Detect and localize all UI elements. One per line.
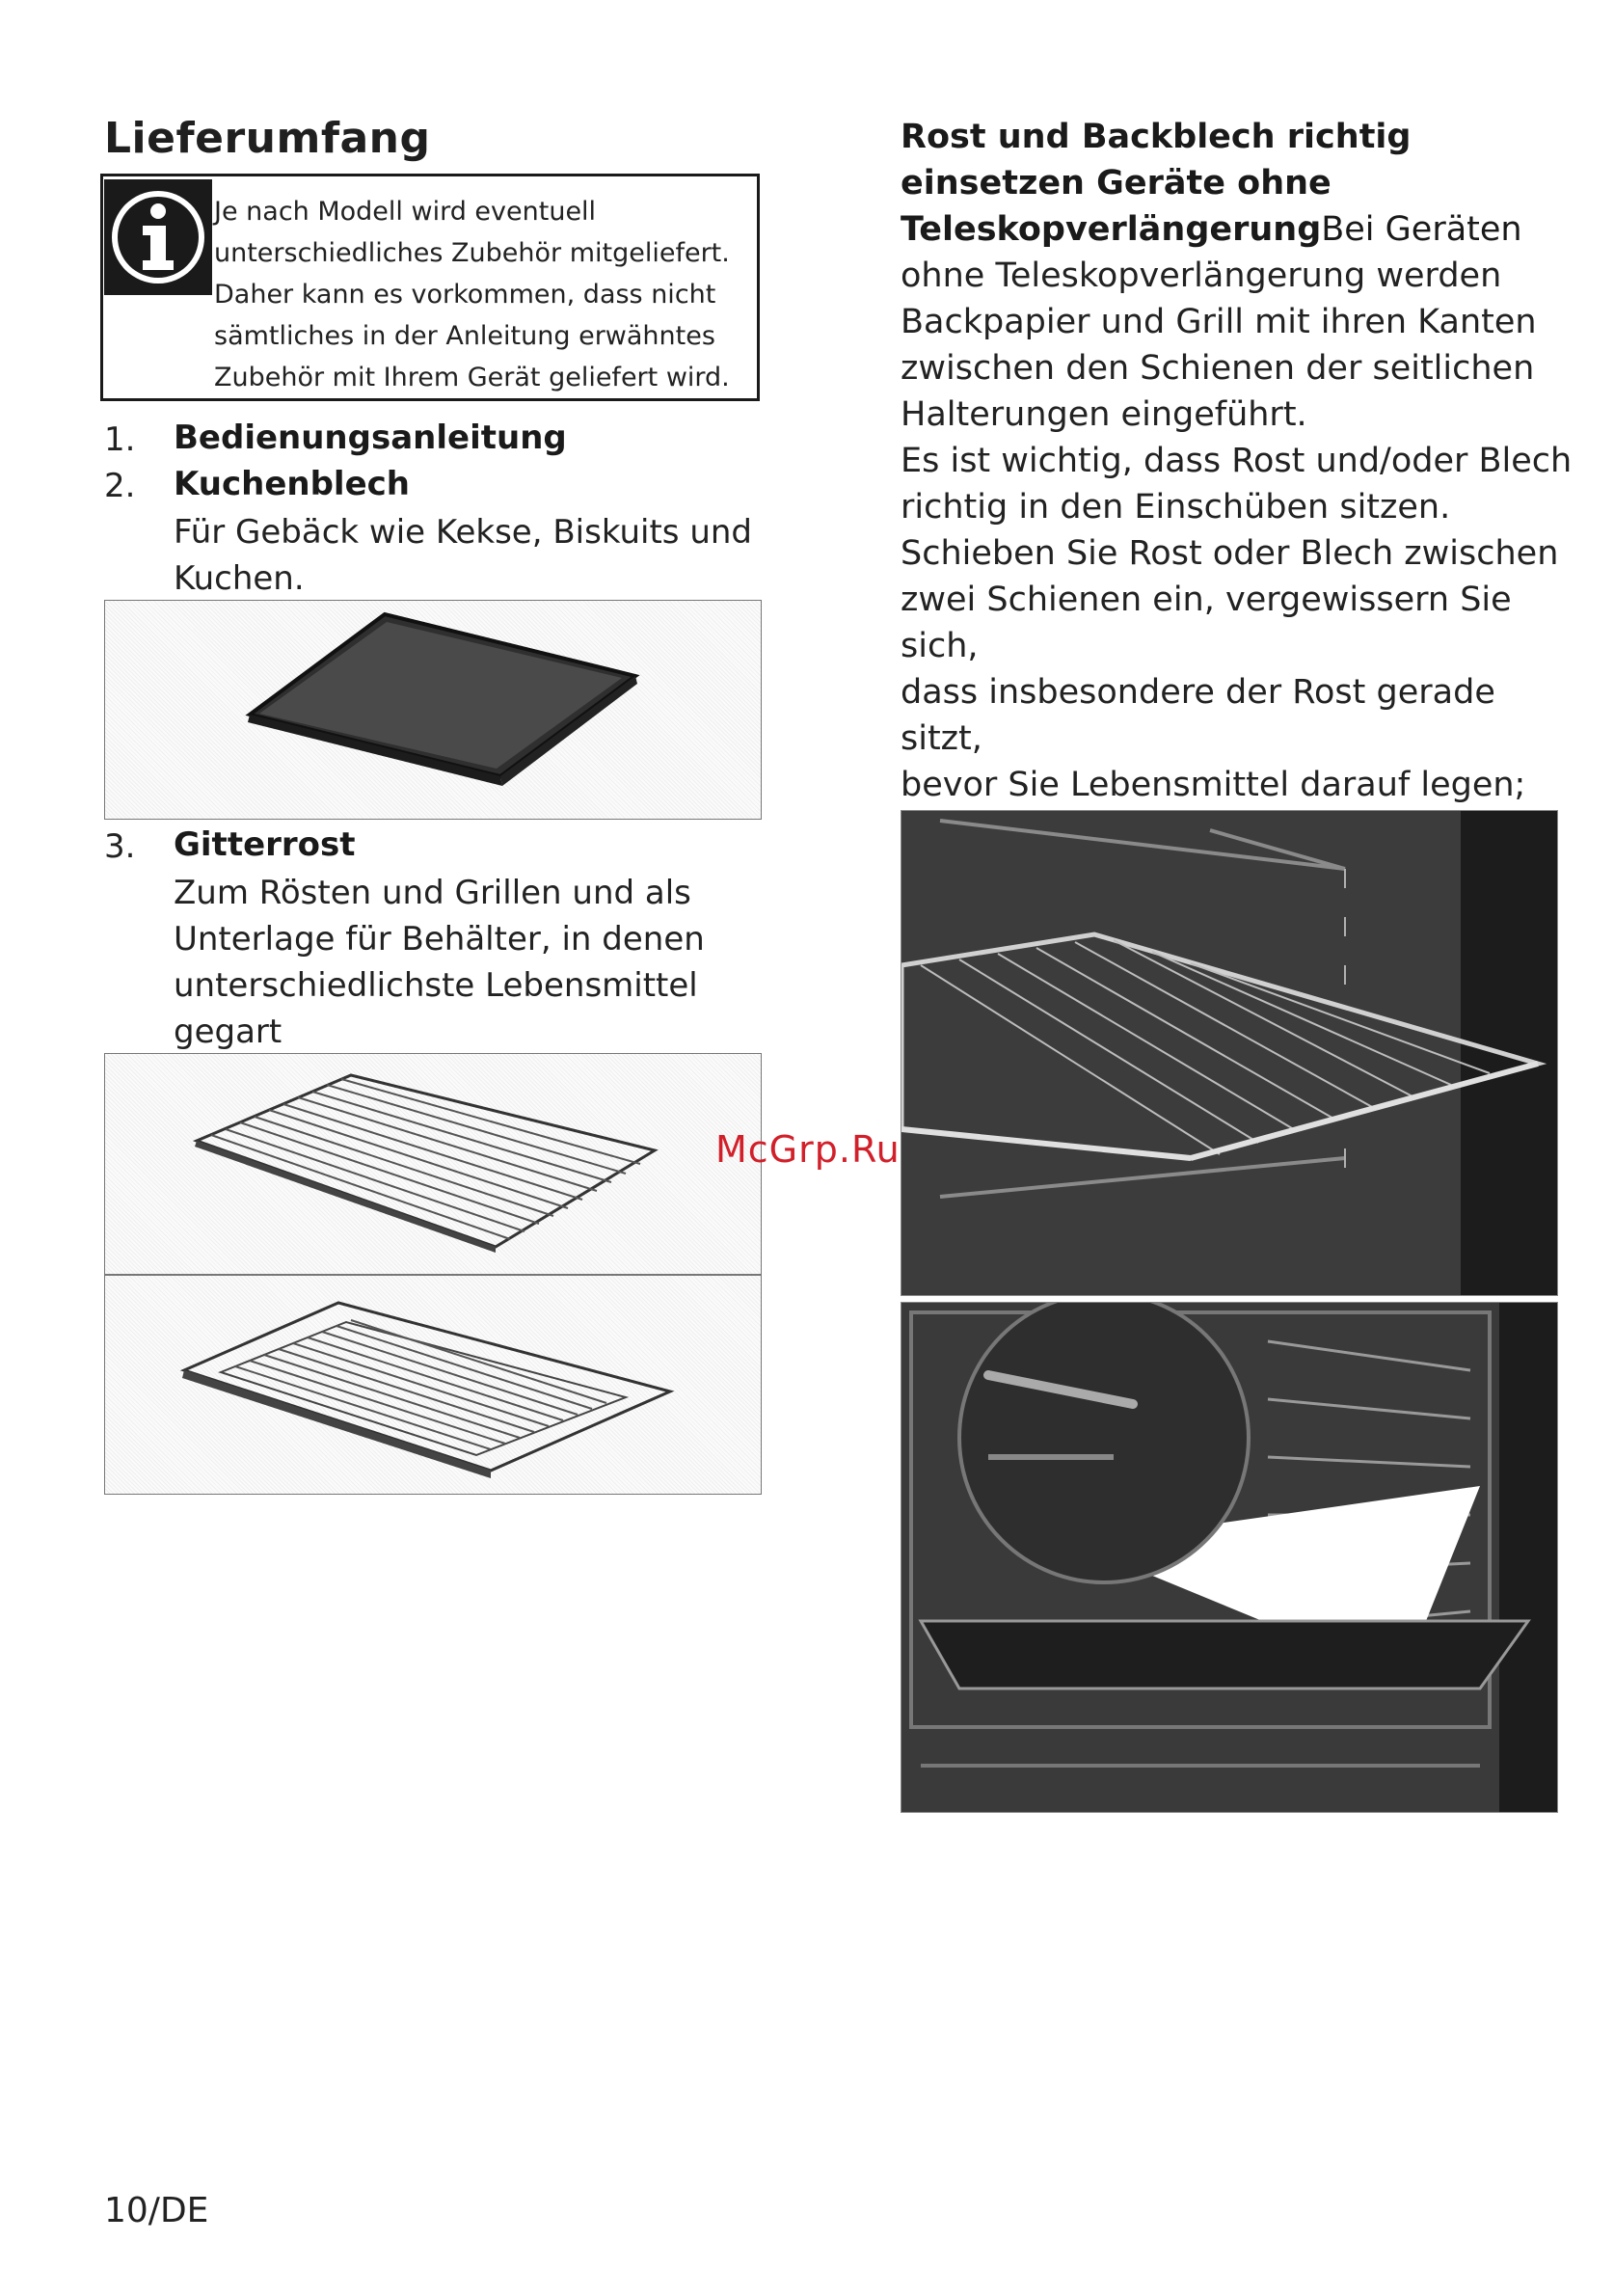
oven-tray-photo <box>901 1302 1558 1813</box>
watermark: McGrp.Ru <box>715 1128 901 1171</box>
right-heading <box>901 114 1575 253</box>
list-item-title: Kuchenblech <box>174 465 410 503</box>
info-line: Zubehör mit Ihrem Gerät geliefert wird. <box>214 363 730 392</box>
body-line: richtig in den Einschüben sitzen. <box>901 488 1451 527</box>
info-line: Daher kann es vorkommen, dass nicht <box>214 280 716 310</box>
body-line: zwei Schienen ein, vergewissern Sie sich, <box>901 581 1512 665</box>
info-icon <box>104 179 212 295</box>
list-item-title: Bedienungsanleitung <box>174 419 567 457</box>
page-number: 10/DE <box>104 2191 209 2230</box>
info-line: sämtliches in der Anleitung erwähntes <box>214 321 715 351</box>
body-line: Schieben Sie Rost oder Blech zwischen <box>901 534 1559 573</box>
list-number: 1. <box>104 420 136 459</box>
oven-rack-photo <box>901 810 1558 1296</box>
info-line: unterschiedliches Zubehör mitgeliefert. <box>214 238 730 268</box>
body-line: Es ist wichtig, dass Rost und/oder Blech <box>901 442 1573 480</box>
wire-rack-tray-image <box>104 1275 762 1495</box>
desc-line: Kuchen. <box>174 559 305 598</box>
desc-line: Zum Rösten und Grillen und als <box>174 874 691 912</box>
list-number: 2. <box>104 467 136 505</box>
heading-line <box>901 206 1575 253</box>
baking-tray-image <box>104 600 762 820</box>
body-line: bevor Sie Lebensmittel darauf legen; <box>901 766 1526 804</box>
desc-line: Für Gebäck wie Kekse, Biskuits und <box>174 513 752 552</box>
section-title: Lieferumfang <box>104 114 431 163</box>
body-line: dass insbesondere der Rost gerade sitzt, <box>901 673 1495 758</box>
body-line: zwischen den Schienen der seitlichen <box>901 349 1535 388</box>
desc-line: unterschiedlichste Lebensmittel gegart <box>174 966 698 1051</box>
heading-line: einsetzen Geräte ohne <box>901 164 1332 203</box>
right-body-text <box>901 253 1575 901</box>
body-line: Backpapier und Grill mit ihren Kanten <box>901 303 1537 341</box>
body-line: Halterungen eingeführt. <box>901 395 1307 434</box>
list-number: 3. <box>104 827 136 866</box>
list-item-title: Gitterrost <box>174 825 356 864</box>
info-note-text <box>214 191 754 398</box>
heading-tail-text: Bei Geräten <box>1321 210 1522 249</box>
desc-line: Unterlage für Behälter, in denen <box>174 920 705 959</box>
list-item-description <box>174 509 771 602</box>
info-line: Je nach Modell wird eventuell <box>214 197 597 227</box>
heading-line: Rost und Backblech richtig <box>901 118 1412 156</box>
heading-bold-term: Teleskopverlängerung <box>901 210 1322 249</box>
wire-rack-image <box>104 1053 762 1275</box>
body-line: ohne Teleskopverlängerung werden <box>901 257 1502 295</box>
